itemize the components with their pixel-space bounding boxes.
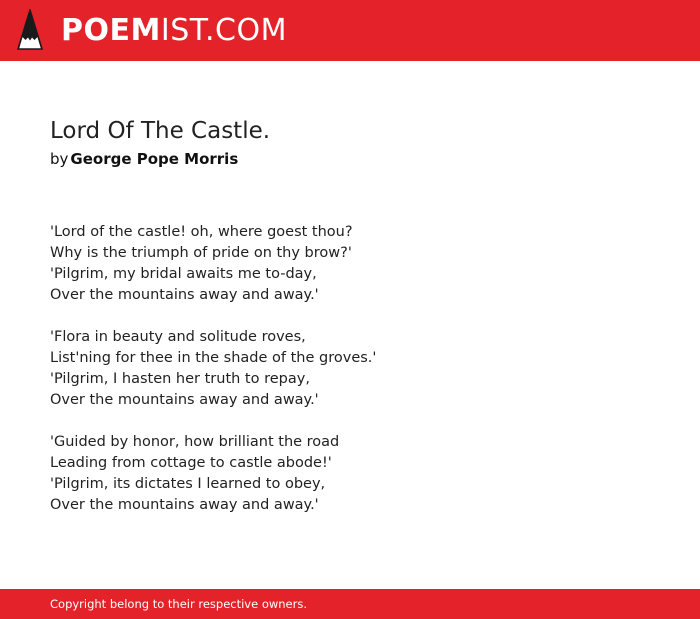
poem-line: 'Pilgrim, its dictates I learned to obey, bbox=[50, 476, 326, 492]
site-logo-link[interactable] bbox=[16, 9, 287, 53]
stanza bbox=[50, 222, 650, 306]
pencil-tip-icon bbox=[16, 9, 44, 53]
poem-byline bbox=[50, 149, 650, 169]
poem-content bbox=[50, 114, 650, 537]
poem-line: Over the mountains away and away.' bbox=[50, 392, 319, 408]
poem-line: 'Lord of the castle! oh, where goest thou? bbox=[50, 224, 353, 240]
poem-line: 'Guided by honor, how brilliant the road bbox=[50, 434, 340, 450]
author-link[interactable]: George Pope Morris bbox=[70, 150, 239, 168]
poem-line: List'ning for thee in the shade of the groves.' bbox=[50, 350, 377, 366]
site-logo-text bbox=[61, 9, 287, 53]
logo-text-bold: POEM bbox=[61, 13, 161, 48]
poem-line: Over the mountains away and away.' bbox=[50, 497, 319, 513]
poem-line: 'Flora in beauty and solitude roves, bbox=[50, 329, 306, 345]
logo-text-light: IST.COM bbox=[160, 13, 287, 48]
poem-line: 'Pilgrim, I hasten her truth to repay, bbox=[50, 371, 310, 387]
site-footer bbox=[0, 589, 700, 619]
copyright-notice: Copyright belong to their respective owners. bbox=[50, 597, 308, 611]
poem-line: Why is the triumph of pride on thy brow?' bbox=[50, 245, 352, 261]
byline-prefix: by bbox=[50, 150, 69, 168]
poem-title: Lord Of The Castle. bbox=[50, 118, 271, 144]
poem-line: Leading from cottage to castle abode!' bbox=[50, 455, 332, 471]
poem-line: Over the mountains away and away.' bbox=[50, 287, 319, 303]
poem-line: 'Pilgrim, my bridal awaits me to-day, bbox=[50, 266, 317, 282]
stanza bbox=[50, 327, 650, 411]
stanza bbox=[50, 432, 650, 516]
site-header bbox=[0, 0, 700, 61]
poem-body bbox=[50, 222, 650, 516]
